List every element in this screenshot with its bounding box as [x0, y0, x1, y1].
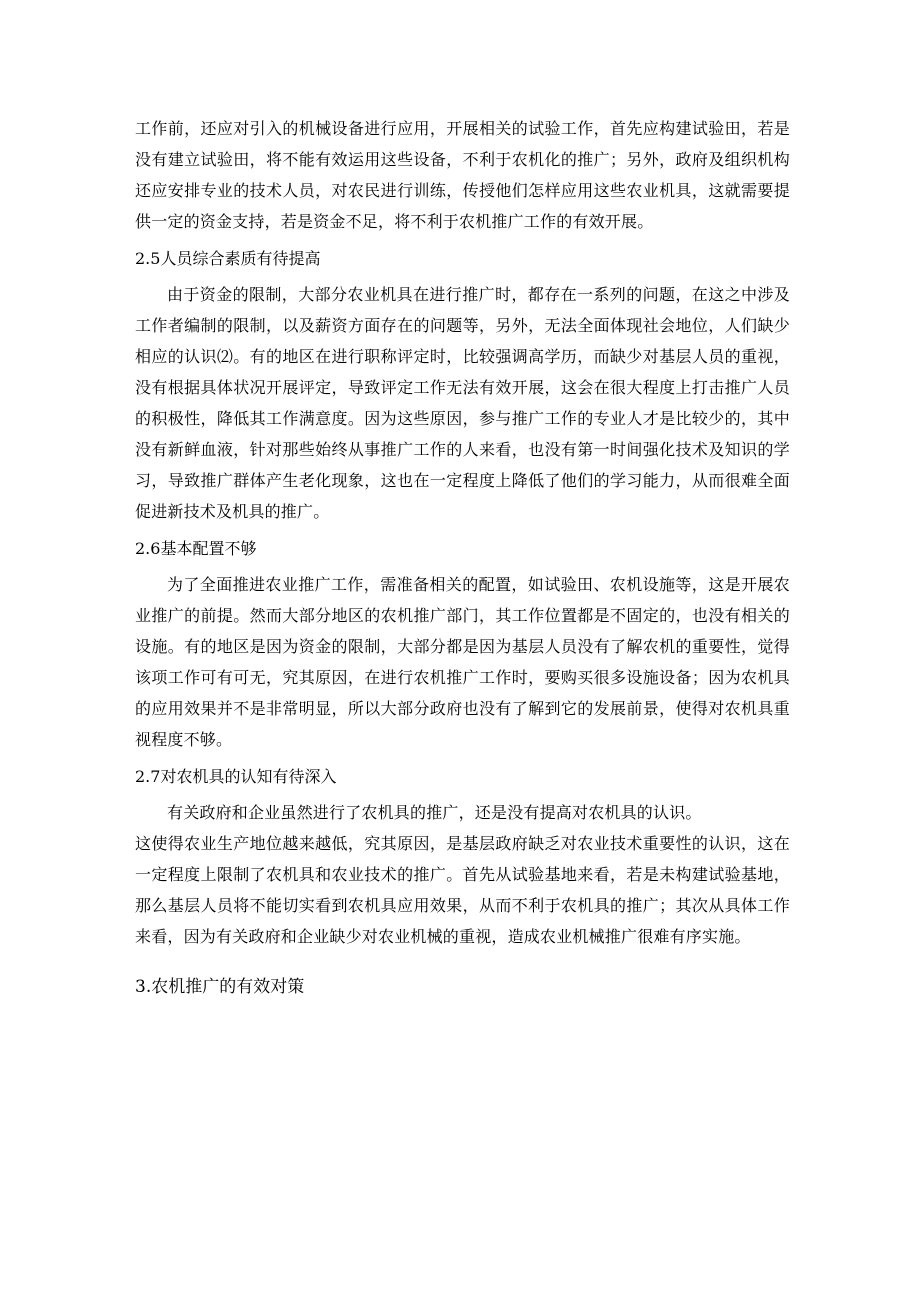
section-heading-2-5: 2.5人员综合素质有待提高	[135, 249, 321, 268]
paragraph-2-5: 由于资金的限制，大部分农业机具在进行推广时，都存在一系列的问题，在这之中涉及工作者编制的限制，以及薪资方面存在的问题等，另外，无法全面体现社会地位，人们缺少相应的认识⑵。有的地区在进行职称评定时，比较强调高学历，而缺少对基层人员的重视，没有根据具体状况开展评定，导致评定工作无法有效开展，这会在很大程度上打击推广人员的积极性，降低其工作满意度。因为这些原因，参与推广工作的专业人才是比较少的，其中没有新鲜血液，针对那些始终从事推广工作的人来看，也没有第一时间强化技术及知识的学习，导致推广群体产生老化现象，这也在一定程度上降低了他们的学习能力，从而很难全面促进新技术及机具的推广。	[135, 285, 790, 521]
section-heading-2-7: 2.7对农机具的认知有待深入	[135, 767, 337, 786]
chapter-heading-3: 3.农机推广的有效对策	[135, 977, 305, 997]
paragraph-intro: 工作前，还应对引入的机械设备进行应用，开展相关的试验工作，首先应构建试验田，若是没有建立试验田，将不能有效运用这些设备，不利于农机化的推广；另外，政府及组织机构还应安排专业的技术人员，对农民进行训练，传授他们怎样应用这些农业机具，这就需要提供一定的资金支持，若是资金不足，将不利于农机推广工作的有效开展。	[135, 119, 790, 231]
paragraph-2-7-second: 这使得农业生产地位越来越低，究其原因，是基层政府缺乏对农业技术重要性的认识，这在一定程度上限制了农机具和农业技术的推广。首先从试验基地来看，若是未构建试验基地，那么基层人员将不能切实看到农机具应用效果，从而不利于农机具的推广；其次从具体工作来看，因为有关政府和企业缺少对农业机械的重视，造成农业机械推广很难有序实施。	[135, 834, 790, 946]
section-heading-2-6: 2.6基本配置不够	[135, 539, 257, 558]
document-body	[135, 113, 790, 1002]
paragraph-2-6: 为了全面推进农业推广工作，需准备相关的配置，如试验田、农机设施等，这是开展农业推广的前提。然而大部分地区的农机推广部门，其工作位置都是不固定的，也没有相关的设施。有的地区是因为资金的限制，大部分都是因为基层人员没有了解农机的重要性，觉得该项工作可有可无，究其原因，在进行农机推广工作时，要购买很多设施设备；因为农机具的应用效果并不是非常明显，所以大部分政府也没有了解到它的发展前景，使得对农机具重视程度不够。	[135, 575, 790, 749]
paragraph-2-7-first: 有关政府和企业虽然进行了农机具的推广，还是没有提高对农机具的认识。	[167, 803, 702, 822]
